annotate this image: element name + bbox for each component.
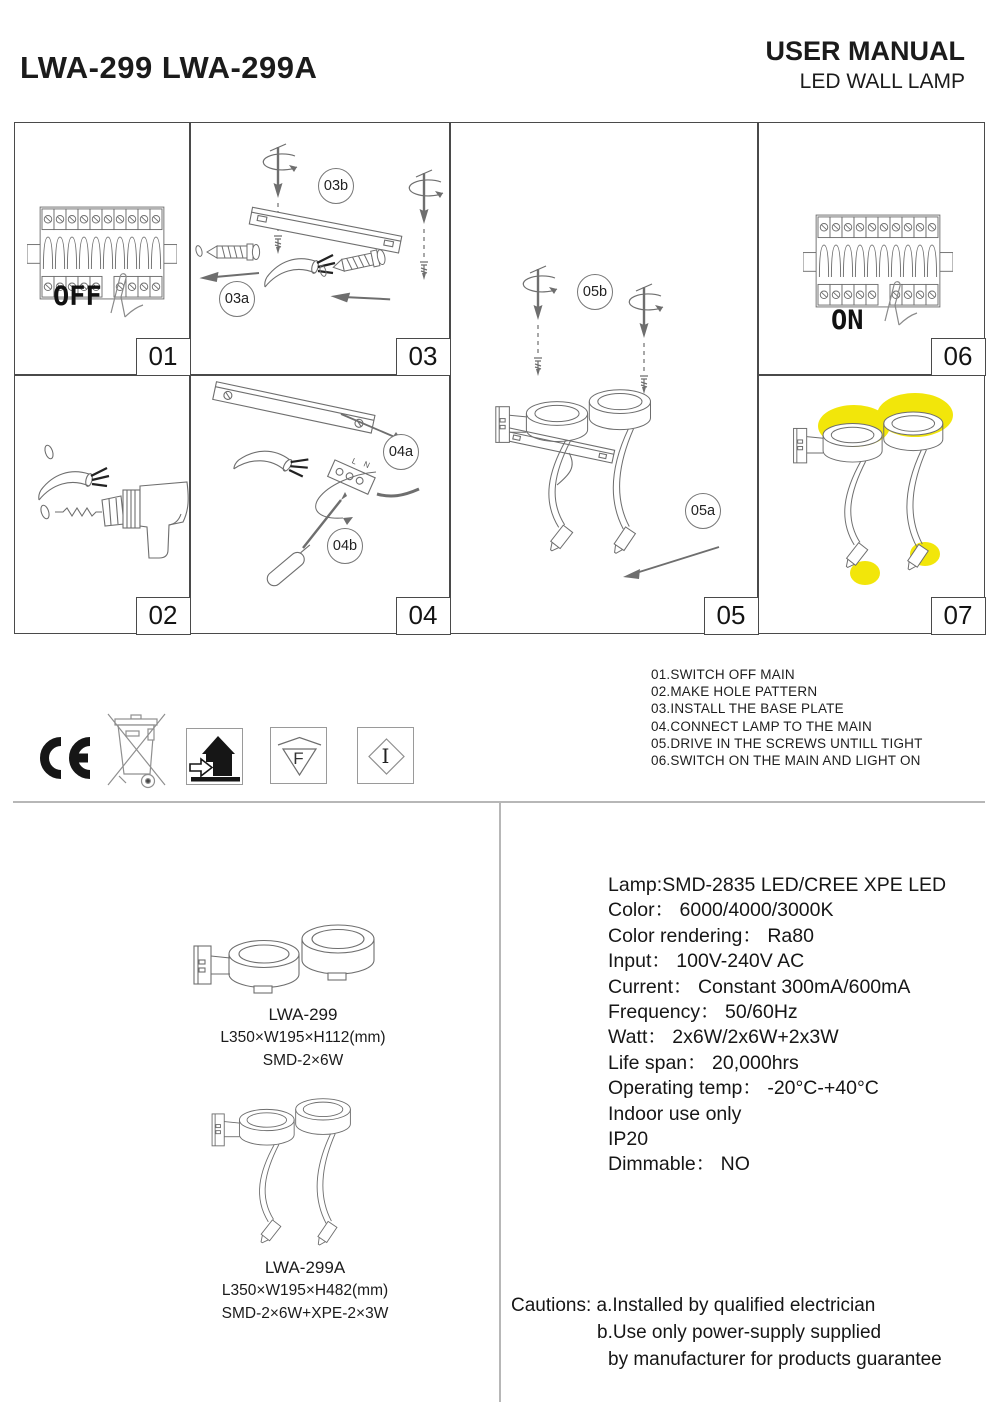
panel-number-02: 02 xyxy=(136,597,191,635)
instruction-step: 01.SWITCH OFF MAIN xyxy=(651,667,795,682)
step-panel-02 xyxy=(14,375,190,634)
product-model: LWA-299A xyxy=(264,1258,346,1277)
spec-line: Lamp:SMD-2835 LED/CREE XPE LED xyxy=(608,874,947,896)
pointing-finger-icon xyxy=(103,263,147,321)
panel-number-06: 06 xyxy=(931,338,986,376)
product-power: SMD-2×6W xyxy=(262,1052,344,1069)
pointing-finger-icon xyxy=(877,271,921,329)
connect-lamp-drawing xyxy=(191,376,448,632)
product-model: LWA-299 xyxy=(268,1005,338,1024)
panel-number-07: 07 xyxy=(931,597,986,635)
class-i-letter: I xyxy=(381,744,390,768)
breaker-strip-off-drawing xyxy=(27,193,177,313)
step-panel-04 xyxy=(190,375,450,634)
lwa-299-caption xyxy=(178,1003,428,1072)
spec-line: Watt： 2x6W/2x6W+2x3W xyxy=(608,1026,839,1049)
step-panel-01 xyxy=(14,122,190,375)
spec-line: Input： 100V-240V AC xyxy=(608,950,805,973)
product-dimensions: L350×W195×H482(mm) xyxy=(221,1282,389,1299)
f-mark-letter: F xyxy=(293,749,304,768)
spec-line: Current： Constant 300mA/600mA xyxy=(608,975,911,998)
spec-line: IP20 xyxy=(608,1128,649,1151)
caution-line: b.Use only power-supply supplied xyxy=(597,1322,882,1343)
product-power: SMD-2×6W+XPE-2×3W xyxy=(221,1305,389,1322)
off-label: OFF xyxy=(53,281,102,312)
drive-screws-drawing xyxy=(451,123,756,632)
spec-line: Life span： 20,000hrs xyxy=(608,1051,799,1074)
callout-05b: 05b xyxy=(577,274,613,310)
spec-line: Operating temp： -20°C-+40°C xyxy=(608,1077,879,1100)
spec-line: Frequency： 50/60Hz xyxy=(608,1001,798,1024)
instruction-step: 04.CONNECT LAMP TO THE MAIN xyxy=(651,718,872,734)
step-panel-07 xyxy=(758,375,985,634)
drill-drawing xyxy=(23,426,191,586)
base-plate-install-drawing xyxy=(191,123,448,373)
terminal-l-label: L xyxy=(350,456,359,467)
step-panel-06 xyxy=(758,122,985,375)
instruction-step: 06.SWITCH ON THE MAIN AND LIGHT ON xyxy=(651,753,921,769)
caution-line: by manufacturer for products guarantee xyxy=(608,1349,942,1370)
callout-03b: 03b xyxy=(318,168,354,204)
vertical-divider xyxy=(499,801,501,1402)
caution-line: Cautions: a.Installed by qualified electrician xyxy=(511,1295,876,1316)
spec-line: Dimmable： NO xyxy=(608,1153,750,1176)
cautions-block xyxy=(511,1292,942,1373)
on-label: ON xyxy=(831,305,864,336)
panel-number-04: 04 xyxy=(396,597,451,635)
spec-line: Color： 6000/4000/3000K xyxy=(608,899,834,922)
panel-number-05: 05 xyxy=(704,597,759,635)
callout-04a: 04a xyxy=(383,434,419,470)
spec-line: Color rendering： Ra80 xyxy=(608,924,814,947)
step-panel-05 xyxy=(450,122,758,634)
lamp-lit-drawing xyxy=(759,376,983,632)
class-i-mark-icon xyxy=(357,727,414,784)
spec-line: Indoor use only xyxy=(608,1102,742,1125)
lwa-299-drawing xyxy=(186,912,422,1004)
terminal-n-label: N xyxy=(362,459,372,471)
f-mark-icon xyxy=(270,727,327,784)
ce-mark-icon xyxy=(34,736,94,780)
instruction-step: 03.INSTALL THE BASE PLATE xyxy=(651,701,844,717)
panel-number-01: 01 xyxy=(136,338,191,376)
page-title: LWA-299 LWA-299A xyxy=(20,50,318,85)
instruction-step: 05.DRIVE IN THE SCREWS UNTILL TIGHT xyxy=(651,735,923,751)
manual-title: USER MANUAL xyxy=(765,36,965,66)
specifications-list xyxy=(608,873,946,1178)
callout-04b: 04b xyxy=(327,528,363,564)
lwa-299a-drawing xyxy=(206,1082,406,1254)
product-dimensions: L350×W195×H112(mm) xyxy=(220,1029,386,1046)
weee-bin-icon xyxy=(104,710,170,794)
step-panel-03 xyxy=(190,122,450,375)
installation-steps-list xyxy=(651,666,923,769)
indoor-use-house-icon xyxy=(186,728,243,785)
callout-03a: 03a xyxy=(219,281,255,317)
panel-number-03: 03 xyxy=(396,338,451,376)
lwa-299a-caption xyxy=(165,1256,445,1325)
instruction-step: 02.MAKE HOLE PATTERN xyxy=(651,684,818,700)
callout-05a: 05a xyxy=(685,493,721,529)
manual-subtitle: LED WALL LAMP xyxy=(799,70,965,93)
